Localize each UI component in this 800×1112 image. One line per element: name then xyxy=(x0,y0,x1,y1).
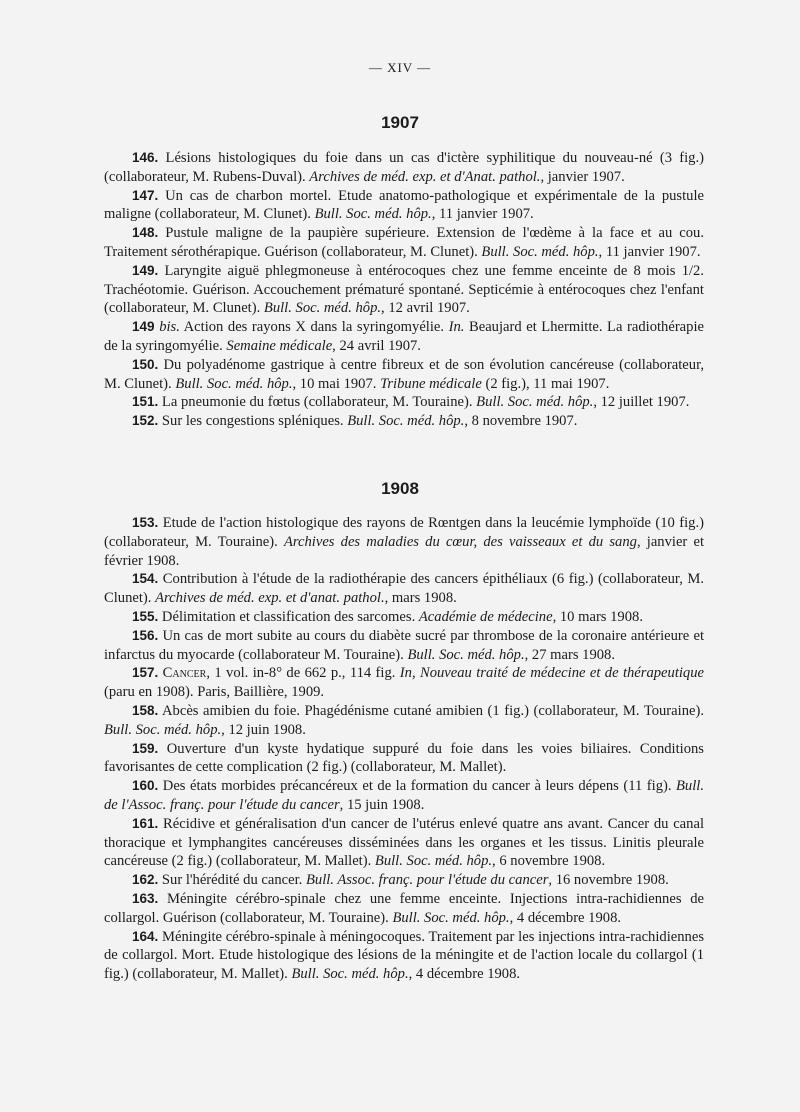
entry-text: Délimitation et classification des sarcomes. xyxy=(158,608,419,625)
entry-text: , 4 décembre 1908. xyxy=(509,909,622,926)
bibliography-entry xyxy=(104,514,704,570)
citation-source: Bull. Soc. méd. hôp. xyxy=(175,375,293,392)
entry-text: Du polyadénome gastrique à centre fibreux et de son évolution cancéreuse (collaborateur, M. Clunet). xyxy=(104,356,704,392)
citation-source: Bull. Soc. méd. hôp. xyxy=(314,206,432,223)
entry-text: , 6 novembre 1908. xyxy=(492,853,606,870)
entry-text: Action des rayons X dans la syringomyélie. xyxy=(179,319,449,336)
entry-text: , 12 juillet 1907. xyxy=(593,394,690,411)
bibliography-entry xyxy=(104,815,704,871)
citation-source: Académie de médecine xyxy=(418,608,553,625)
entry-number: 160. xyxy=(132,778,159,794)
entry-text: Un cas de charbon mortel. Etude anatomo-pathologique et expérimentale de la pustule maligne (collaborateur, M. Clunet). xyxy=(104,187,704,223)
entry-number: 153. xyxy=(132,515,159,530)
entry-text: La pneumonie du fœtus (collaborateur, M. Touraine). xyxy=(158,394,477,411)
entry-number: 151. xyxy=(132,394,159,410)
bibliography-entry xyxy=(104,412,704,431)
entry-number: 164. xyxy=(132,928,159,944)
bibliography-list-1908 xyxy=(104,514,704,984)
entry-text: , 11 janvier 1907. xyxy=(598,243,701,260)
citation-source: Semaine médicale xyxy=(226,337,333,354)
entry-text: , 10 mai 1907. xyxy=(292,375,381,392)
entry-number: 152. xyxy=(132,413,159,429)
bibliography-entry xyxy=(104,149,704,187)
bibliography-entry xyxy=(104,356,704,394)
entry-text: , 4 décembre 1908. xyxy=(408,966,521,983)
bibliography-entry xyxy=(104,262,704,318)
citation-source: Bull. Soc. méd. hôp. xyxy=(476,394,594,411)
entry-text: Méningite cérébro-spinale chez une femme enceinte. Injections intra-rachidiennes de collargol. Guérison (collaborateur, M. Touraine). xyxy=(104,890,704,926)
citation-source: Bull. Soc. méd. hôp. xyxy=(263,300,382,317)
entry-text: , 12 avril 1907. xyxy=(381,300,470,317)
citation-source: Tribune médicale xyxy=(380,375,482,392)
bibliography-entry xyxy=(104,187,704,225)
entry-text: Lésions histologiques du foie dans un cas d'ictère syphilitique du nouveau-né (3 fig.) (collaborateur, M. Rubens-Duval). xyxy=(104,150,704,185)
entry-text: , 24 avril 1907. xyxy=(332,337,421,354)
entry-text: , 8 novembre 1907. xyxy=(464,413,578,430)
entry-text: Ouverture d'un kyste hydatique suppuré du foie dans les voies biliaires. Conditions favorisantes de cette complication (2 fig.) (collaborateur, M. Mallet). xyxy=(104,740,704,776)
citation-source: Bull. Soc. méd. hôp. xyxy=(291,966,409,983)
entry-text: , 15 juin 1908. xyxy=(339,796,425,813)
entry-text: , 16 novembre 1908. xyxy=(548,872,669,889)
entry-text: , mars 1908. xyxy=(384,590,457,607)
bibliography-entry xyxy=(104,318,704,356)
entry-text: Laryngite aiguë phlegmoneuse à entérocoques chez une femme enceinte de 8 mois 1/2. Trachéotomie. Guérison. Accouchement prématuré spontané. Septicémie à entérocoques chez l'enfant (collaborateur, M. Clunet). xyxy=(104,262,704,317)
entry-number: 159. xyxy=(132,740,159,756)
entry-text: Abcès amibien du foie. Phagédénisme cutané amibien (1 fig.) (collaborateur, M. Touraine). xyxy=(158,702,704,719)
bibliography-entry xyxy=(104,393,704,412)
entry-text: , janvier 1907. xyxy=(540,168,625,185)
entry-text: Beaujard et Lhermitte. La radiothérapie de la syringomyélie. xyxy=(104,319,704,354)
entry-text: Un cas de mort subite au cours du diabète sucré par thrombose de la coronaire antérieure et infarctus du myocarde (collaborateur M. Touraine). xyxy=(104,627,704,663)
entry-text: , 11 janvier 1907. xyxy=(431,206,534,223)
entry-number: 148. xyxy=(132,225,159,241)
citation-source: In, Nouveau traité de médecine et de thérapeutique xyxy=(399,665,704,682)
bibliography-entry xyxy=(104,871,704,890)
year-heading-1907: 1907 xyxy=(381,113,419,132)
citation-source: Archives de méd. exp. et d'anat. pathol. xyxy=(155,590,385,607)
entry-text: Pustule maligne de la paupière supérieure. Extension de l'œdème à la face et au cou. Traitement sérothérapique. Guérison (collaborateur, M. Clunet). xyxy=(104,225,704,260)
bibliography-entry xyxy=(104,608,704,627)
entry-text: Sur l'hérédité du cancer. xyxy=(158,872,306,889)
entry-text: , 1 vol. in-8° de 662 p., 114 fig. xyxy=(206,665,400,682)
entry-number: 155. xyxy=(132,608,159,624)
citation-source: Bull. Soc. méd. hôp. xyxy=(392,909,510,926)
entry-number: 162. xyxy=(132,872,159,888)
bibliography-entry xyxy=(104,740,704,778)
entry-text: , janvier et février 1908. xyxy=(104,533,704,569)
entry-text: , 27 mars 1908. xyxy=(524,646,615,663)
entry-number: 157. xyxy=(132,665,159,681)
bibliography-entry xyxy=(104,664,704,702)
entry-text: Méningite cérébro-spinale à méningocoques. Traitement par les injections intra-rachidiennes de collargol. Mort. Etude histologique des lésions de la méningite et de l'action locale du collargol (1 fig.) (collaborateur, M. Mallet). xyxy=(104,928,704,983)
entry-text: (paru en 1908). Paris, Baillière, 1909. xyxy=(104,684,325,701)
year-heading-1908: 1908 xyxy=(381,479,419,498)
bibliography-entry xyxy=(104,702,704,740)
citation-source: Archives des maladies du cœur, des vaisseaux et du sang xyxy=(283,533,637,550)
citation-source: Bull. Soc. méd. hôp. xyxy=(104,721,222,738)
bibliography-entry xyxy=(104,627,704,665)
bibliography-entry xyxy=(104,928,704,984)
citation-source: Bull. de l'Assoc. franç. pour l'étude du cancer xyxy=(104,778,704,813)
citation-source: In. xyxy=(448,319,465,336)
entry-text: Etude de l'action histologique des rayons de Rœntgen dans la leucémie lymphoïde (10 fig.) (collaborateur, M. Touraine). xyxy=(104,515,704,550)
bibliography-entry xyxy=(104,570,704,608)
entry-number: 161. xyxy=(132,815,159,831)
entry-number: 156. xyxy=(132,627,159,643)
entry-text: Récidive et généralisation d'un cancer de l'utérus enlevé quatre ans avant. Cancer du canal thoracique et lymphangites cancéreuses disséminées dans les organes et les tissus. Linitis pleurale cancéreuse (2 fig.) (collaborateur, M. Mallet). xyxy=(104,815,704,870)
citation-source: Archives de méd. exp. et d'Anat. pathol. xyxy=(309,168,541,185)
bibliography-entry xyxy=(104,224,704,262)
citation-source: Bull. Soc. méd. hôp. xyxy=(407,646,525,663)
citation-source: Bull. Assoc. franç. pour l'étude du cancer xyxy=(305,872,549,889)
bibliography-entry xyxy=(104,777,704,815)
entry-text: Contribution à l'étude de la radiothérapie des cancers épithéliaux (6 fig.) (collaborateur, M. Clunet). xyxy=(104,571,704,607)
entry-number: 150. xyxy=(132,356,159,372)
entry-number: 149. xyxy=(132,262,159,278)
entry-text: , 12 juin 1908. xyxy=(221,721,306,738)
bibliography-list-1907 xyxy=(104,149,704,431)
entry-number: 163. xyxy=(132,890,159,906)
entry-text: Des états morbides précancéreux et de la formation du cancer à leurs dépens (11 fig). xyxy=(158,778,677,795)
citation-source: Bull. Soc. méd. hôp. xyxy=(374,853,493,870)
entry-number-suffix: bis. xyxy=(159,319,180,336)
entry-number: 154. xyxy=(132,571,159,587)
bibliography-entry xyxy=(104,890,704,928)
entry-number: 149 xyxy=(132,319,160,335)
work-title: Cancer xyxy=(162,665,207,682)
entry-text: , 10 mars 1908. xyxy=(552,608,643,625)
page-number: — XIV — xyxy=(368,60,432,75)
entry-text: Sur les congestions spléniques. xyxy=(158,413,348,430)
citation-source: Bull. Soc. méd. hôp. xyxy=(481,243,599,260)
citation-source: Bull. Soc. méd. hôp. xyxy=(347,413,465,430)
entry-number: 146. xyxy=(132,150,159,165)
entry-text: (2 fig.), 11 mai 1907. xyxy=(481,375,610,392)
entry-number: 158. xyxy=(132,702,159,718)
entry-number: 147. xyxy=(132,187,159,203)
